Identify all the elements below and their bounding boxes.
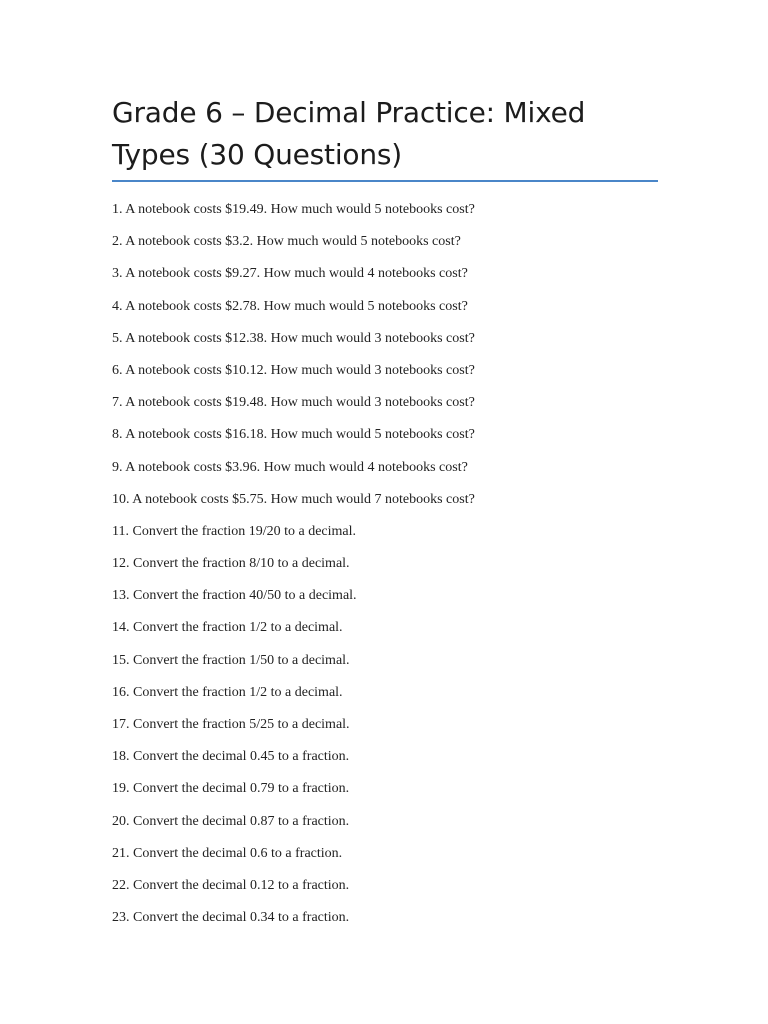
title-line-2: Types (30 Questions) <box>112 138 403 171</box>
question-item: 19. Convert the decimal 0.79 to a fraction. <box>112 781 350 797</box>
question-item: 8. A notebook costs $16.18. How much would 5 notebooks cost? <box>112 427 475 443</box>
question-item: 15. Convert the fraction 1/50 to a decimal. <box>112 652 350 668</box>
title-underline-rule <box>112 180 658 182</box>
question-item: 18. Convert the decimal 0.45 to a fraction. <box>112 749 350 765</box>
question-item: 16. Convert the fraction 1/2 to a decimal. <box>112 684 343 700</box>
question-item: 17. Convert the fraction 5/25 to a decimal. <box>112 717 350 732</box>
question-list <box>112 200 475 940</box>
question-item: 3. A notebook costs $9.27. How much would 4 notebooks cost? <box>112 266 468 282</box>
question-item: 23. Convert the decimal 0.34 to a fraction. <box>112 910 350 926</box>
page-title <box>112 92 672 176</box>
question-item: 21. Convert the decimal 0.6 to a fraction. <box>112 845 343 861</box>
question-item: 13. Convert the fraction 40/50 to a decimal. <box>112 588 357 604</box>
question-item: 14. Convert the fraction 1/2 to a decimal. <box>112 620 343 636</box>
title-line-1: Grade 6 – Decimal Practice: Mixed <box>112 96 586 129</box>
question-item: 2. A notebook costs $3.2. How much would 5 notebooks cost? <box>112 234 461 250</box>
question-item: 9. A notebook costs $3.96. How much would 4 notebooks cost? <box>112 459 468 475</box>
question-item: 6. A notebook costs $10.12. How much would 3 notebooks cost? <box>112 362 475 378</box>
question-item: 12. Convert the fraction 8/10 to a decimal. <box>112 556 350 572</box>
question-item: 20. Convert the decimal 0.87 to a fraction. <box>112 813 350 829</box>
question-item: 5. A notebook costs $12.38. How much would 3 notebooks cost? <box>112 330 475 346</box>
question-item: 10. A notebook costs $5.75. How much would 7 notebooks cost? <box>112 491 475 507</box>
question-item: 1. A notebook costs $19.49. How much would 5 notebooks cost? <box>112 202 475 217</box>
question-item: 11. Convert the fraction 19/20 to a decimal. <box>112 523 357 539</box>
question-item: 4. A notebook costs $2.78. How much would 5 notebooks cost? <box>112 298 468 314</box>
question-item: 7. A notebook costs $19.48. How much would 3 notebooks cost? <box>112 395 475 411</box>
question-item: 22. Convert the decimal 0.12 to a fraction. <box>112 877 350 893</box>
